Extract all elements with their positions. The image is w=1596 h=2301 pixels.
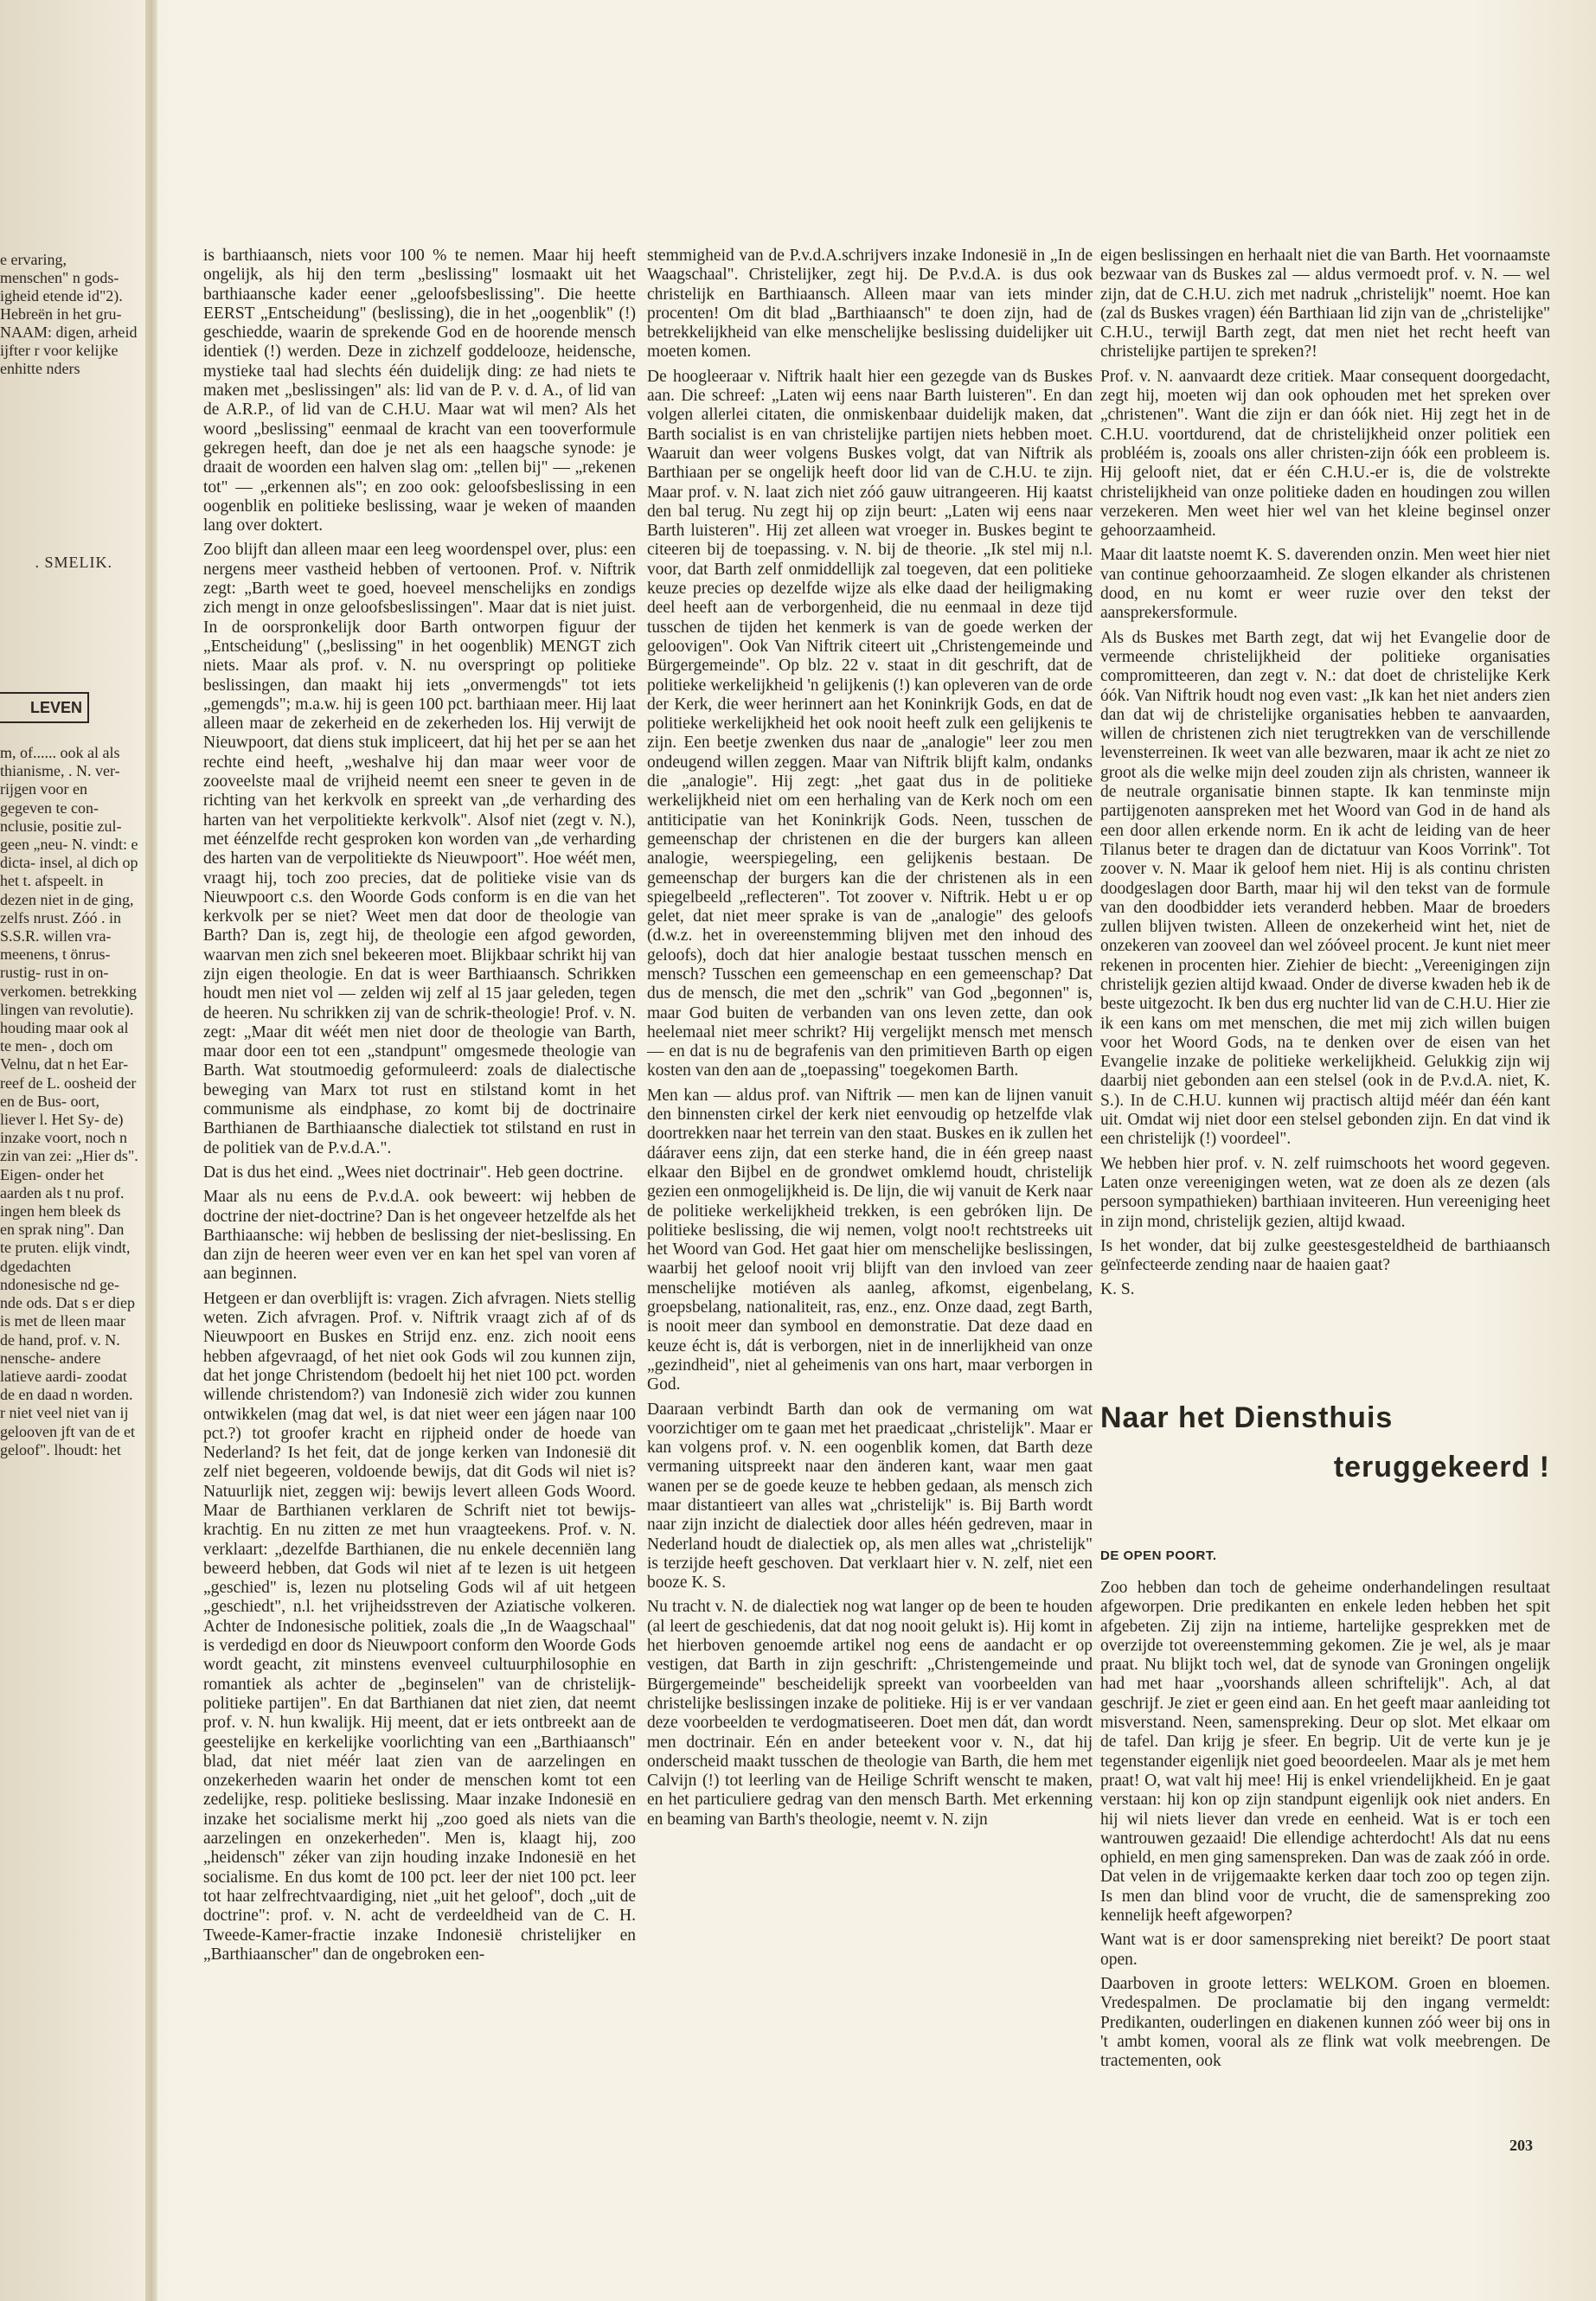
paragraph: Dat is dus het eind. „Wees niet doctrinair". Heb geen doctrine. (203, 1163, 624, 1182)
article-title-line-2: teruggekeerd ! (1333, 1451, 1550, 1484)
author-signature-ks: K. S. (1100, 1280, 1135, 1299)
paragraph: stemmigheid van de P.v.d.A.schrijvers inzake Indonesië in „In de Waagschaal". Christelijker, zegt hij. De P.v.d.A. is dus ook christelijk en Barthiaansch. Alleen maar van iets minder procenten! Om dit blad „Barthiaansch" te doen zijn, had de betrekkelijkheid van elke menschelijke beslissing duidelijker uit moeten komen. (647, 247, 1093, 362)
page-gutter (145, 0, 157, 2301)
paragraph: Maar dit laatste noemt K. S. daverenden onzin. Men weet hier niet van continue gehoorzaamheid. Ze slogen elkander als christenen dood, en nu komt er weer ruzie over den tekst der aansprekersformule. (1100, 546, 1550, 623)
paragraph: Is het wonder, dat bij zulke geestesgesteldheid de barthiaansch geïnfecteerde zending naar de haaien gaat? (1100, 1236, 1550, 1275)
paragraph: Hetgeen er dan overblijft is: vragen. Zich afvragen. Niets stellig weten. Zich afvragen. Prof. v. Niftrik vraagt zich af of ds Nieuwpoort en Buskes en Strijd enz. enz. zich nooit eens hebben afgevraagd, of het niet ook Gods wil zou kunnen zijn, dat het jonge Christendom (bedoelt hij het niet 100 pct. worden willende christendom?) van Indonesië zich wider zou kunnen ontwikkelen (mag dat wel, is dat niet weer een jágen naar 100 pct.?) tot groofer kracht en rijpheid onder de hoede van Nederland? Is het feit, dat de jonge kerken van Indonesië dit zelf niet begeeren, voldoende bewijs, dat dit Gods wil niet is? Natuurlijk niet, zeggen wij: bewijs levert alleen Gods Woord. Maar de Barthianen verklaren de Schrift niet tot bewijs-krachtig. En nu zitten ze met hun vraagteekens. Prof. v. N. verklaart: „dezelfde Barthianen, die nu enkele decenniën lang beweerd hebben, dat Gods wil niet af te lezen is uit hetgeen „geschied" is, lezen nu plotseling Gods wil af uit hetgeen „geschiedt", n.l. het vrijheidsstreven der Aziatische volkeren. Achter de Indonesische politiek, zoals die „In de Waagschaal" is verdedigd en door ds Nieuwpoort conform den Woorde Gods wordt geacht, zit minstens evenveel cultuurphilosophie en romantiek als achter de „beginselen" van de christelijk-politieke partijen". En dat Barthianen dat niet zien, dat neemt prof. v. N. hun kwalijk. Hij meent, dat er iets ontbreekt aan de geestelijke en kerkelijke voorlichting van een „Barthiaansch" blad, dat niet méér laat zien van de aarzelingen en onzekerheden waarin het onder de menschen komt tot een zedelijke, resp. politieke beslissing. Maar inzake Indonesië en inzake het socialisme merkt hij „zoo goed als niets van die aarzelingen en onzekerheden". Men is, klaagt hij, zoo „heidensch" zéker van zijn houding inzake Indonesië en het socialisme. En dus komt de 100 pct. leer der niet 100 pct. leer tot haar zelfrechtvaardiging, niet „uit het geloof", doch „uit de doctrine": prof. v. N. acht de verdeeldheid van de C. H. Tweede-Kamer-fractie inzake Indonesië christelijker en „Barthiaanscher" dan de ongebroken een- (203, 1289, 636, 1964)
paragraph: is barthiaansch, niets voor 100 % te nemen. Maar hij heeft ongelijk, als hij den term „beslissing" losmaakt uit het barthiaansche kader eener „geloofsbeslissing". Die heette EERST „Entscheidung" (beslissing), die in het „oogenblik" (!) geschiedde, waarin de sprekende God en de hoorende mensch identiek (!) werden. Deze in zichzelf goddelooze, heidensche, mystieke taal had slechts één duidelijk ding: ze had niets te maken met „beslissingen" als: lid van de P. v. d. A., of lid van de A.R.P., of lid van de C.H.U. Maar wat wil men? Als het woord „beslissing" eenmaal de kracht van een tooverformule gekregen heeft, dan doe je net als een haagsche synode: je draait de woorden een halven slag om: „tellen bij" — „rekenen tot" — „erkennen als"; en zoo ook: geloofsbeslissing in een oogenblik en politieke beslissing, waar je weken of maanden lang over doktert. (203, 247, 636, 535)
article-body (1100, 1579, 1550, 2132)
page-number: 203 (1509, 2137, 1533, 2154)
paragraph: eigen beslissingen en herhaalt niet die van Barth. Het voornaamste bezwaar van ds Buskes zal — aldus vermoedt prof. v. N. — wel zijn, dat de C.H.U. zich met nadruk „christelijk" noemt. Hoe kan (zal ds Buskes vragen) één Barthiaan lid zijn van de „christelijke" C.H.U., terwijl Barth zegt, dat men niet het recht heeft van christelijke partijen te spreken?! (1100, 247, 1550, 362)
paragraph: Want wat is er door samenspreking niet bereikt? De poort staat open. (1100, 1931, 1550, 1969)
paragraph: Daaraan verbindt Barth dan ook de vermaning om wat voorzichtiger om te gaan met het praedicaat „christelijk". Maar er kan volgens prof. v. N. een oogenblik komen, dat Barth deze vermaning uitspreekt naar den änderen kant, waar men gaat wanen per se de goede keuze te hebben gedaan, als mensch zich maar distantieert van alles wat „christelijk" is. Bij Barth wordt naar zijn inzicht de dialectiek door alles héén gedreven, maar in Nederland houdt de dialectiek op, als men alles wat „christelijk" is terzijde heeft geschoven. Dat verklaart hier v. N. zelf, niet een booze K. S. (647, 1400, 1093, 1593)
article-title-line-1: Naar het Diensthuis (1100, 1401, 1394, 1434)
paragraph: Zoo blijft dan alleen maar een leeg woordenspel over, plus: een nergens meer vastheid hebben of vertoonen. Prof. v. Niftrik zegt: „Barth weet te goed, hoeveel menschelijks en zondigs zich mengt in onze geloofsbeslissingen". Maar dat is niet juist. In de oorspronkelijk door Barth ontworpen figuur der „Entscheidung" („beslissing" in het oogenblik) MENGT zich niets. Maar als prof. v. N. nu overspringt op politieke beslissingen, dan maakt hij iets „onvermengds" tot iets „gemengds"; m.a.w. hij is geen 100 pct. barthiaan meer. Hij laat alleen maar de zekerheid en de zekerheden los. Hij verwijt de Nieuwpoort, dat diens stuk impliceert, dat hij het per se aan het rechte eind heeft, „weshalve hij dan maar weer voor de zooveelste maal de vrijheid neemt een sneer te geven in de richting van het kerkvolk en spreekt van „de verharding des harten van het verpolitiekte kerkvolk". Alsof niet (zegt v. N.), met éénzelfde recht gesproken kon worden van „de verharding des harten van de verpolitiekte ds Nieuwpoort". Hoe wéét men, vraagt hij, toch zoo precies, dat de politieke visie van ds Nieuwpoort c.s. den Woorde Gods conform is en die van het kerkvolk per se niet? Weet men dat door de theologie van Barth? Dan is, zegt hij, de theologie een afgod geworden, waarvan men zich snel bekeeren moet. Blijkbaar schrikt hij van zijn eigen theologie. En dat is weer Barthiaansch. Schrikken houdt men niet vol — zelden wij zelf al 15 jaar geleden, tegen de heeren. Nu schrikken zij van de schrik-theologie! Prof. v. N. zegt: „Maar dit wéét men niet door de theologie van Barth, maar door een tot een „standpunt" omgesmede theologie van Barth. Wat stoutmoedig geformuleerd: zoals de dialectische beweging van Marx tot rust en stilstand komt in het communisme als eindphase, zo komt bij de doctrinaire Barthianen de Barthiaansche dialectiek tot stilstand en rust in de politiek van de P.v.d.A.". (203, 541, 636, 1157)
author-signature-smelik: . SMELIK. (35, 554, 112, 571)
paragraph: Als ds Buskes met Barth zegt, dat wij het Evangelie door de vermeende christelijkheid der politieke organisaties compromitteeren, dan zegt v. N.: dat doet de christelijke Kerk óók. Van Niftrik houdt nog even vast: „Ik kan het niet anders zien dan dat wij de christelijke organisaties hebben te aanvaarden, willen de christenen zich niet terugtrekken van de verschillende levensterreinen. Ik weet van alle bezwaren, maar ik acht ze niet zo groot als die welke mijn deel zouden zijn als christen, wanneer ik de neutrale organisatie binnen stapte. Ik kan tenminste mijn partijgenoten aanspreken met het Woord van God in de hand als een door allen erkende norm. En ik acht de leiding van de heer Tilanus beter te dragen dan de dictatuur van Koos Vorrink". Tot zoover v. N. Maar ik geloof hem niet. Hij is als continu christen doodgeslagen door Barth, maar hij wil den tekst van de formule van den doodbidder iets veranderd hebben. Maar de broeders zullen blijven twisten. Alleen de onzekerheid wint het, niet de onzekeren van zooveel dan wel zóóveel procent. Je kunt niet meer rekenen in procenten hier. Ziehier de biecht: „Vereenigingen zijn christelijk gezien altijd kwaad. Onder de diverse kwaden heb ik de beste uitgezocht. Ik ben dus erg nuchter lid van de C.H.U. Hier zie ik een kans om met menschen, die met mij zich willen buigen voor het Woord Gods, na te denken over de eisen van het Evangelie inzake de politieke werkelijkheid. Gelukkig zijn wij daarbij niet gebonden aan een stelsel (ook in de P.v.d.A. niet, K. S.). In de C.H.U. kunnen wij practisch altijd méér dan één kant uit. Omdat wij niet door een stelsel gebonden zijn. En dat vind ik een christelijk (!) voordeel". (1100, 628, 1550, 1149)
text-column-1 (203, 247, 636, 2150)
left-page-fragment-bottom: m, of...... ook al als thianisme, . N. ver- rijgen voor en gegeven te con- nclusie, positie zul- geen „neu- N. vindt: e dicta- insel, al dich op het t. afspeelt. in dezen niet in de ging, zelfs nrust. Zóó . in S.S.R. willen vra- meenens, t önrus- rustig- rust in on- verkomen. betrekking lingen van revolutie). houding maar ook al te men- , doch om Velnu, dat n het Ear- reef de L. oosheid der en de Bus- oort, liever l. Het Sy- de) inzake voort, noch n zin van zei: „Hier ds". Eigen- onder het aarden als t nu prof. ingen hem bleek ds en sprak ning". Dan te pruten. elijk vindt, dgedachten ndonesische nd ge- nde ods. Dat s er diep is met de lleen maar de hand, prof. v. N. nensche- andere latieve aardi- zoodat de en daad n worden. r niet veel niet van ij gelooven jft van de et geloof". lhoudt: het (0, 744, 138, 1458)
text-column-2 (647, 247, 1093, 2150)
article-kicker: DE OPEN POORT. (1100, 1548, 1217, 1563)
text-column-3 (1100, 247, 1550, 1397)
section-box-leven: LEVEN (0, 692, 89, 723)
paragraph: De hoogleeraar v. Niftrik haalt hier een gezegde van ds Buskes aan. Die schreef: „Laten wij eens naar Barth luisteren". En dan volgen allerlei citaten, die onmiskenbaar duidelijk maken, dat Barth socialist is en van christelijke partijen niets hebben moet. Waaruit dan weer volgens Buskes volgt, dat van Niftrik als Barthiaan per se ongelijk heeft door lid van de C.H.U. te zijn. Maar prof. v. N. laat zich niet zóó gauw uitrangeeren. Hij kaatst den bal terug. Nu zegt hij op zijn beurt: „Laten wij eens naar Barth luisteren". Hij zet alleen wat vroeger in. Buskes begint te citeeren bij de toepassing. v. N. bij de theorie. „Ik stel mij n.l. voor, dat Barth zelf onmiddellijk zal toegeven, dat een politieke keuze precies op dezelfde wijze als elke daad der heiligmaking deel heeft aan de verborgenheid, die nu eenmaal in deze tijd tusschen de tijden het kenmerk is van de goede werken der geloovigen". Ook Van Niftrik citeert uit „Christengemeinde und Bürgergemeinde". Op blz. 22 v. staat in dit geschrift, dat de politieke werkelijkheid 'n gelijkenis (!) kan opleveren van de orde der Kerk, die weer herinnert aan het Koninkrijk Gods, en dat de politieke werkelijkheid het ook nooit heeft zulk een gelijkenis te zijn. Een beetje zwenken dus naar de „analogie" leer zou men ondeugend willen zeggen. Maar van Niftrik blijft kalm, ondanks die „analogie". Hij zegt: „het gaat dus in de politieke werkelijkheid niet om een herhaling van de Kerk noch om een antiticipatie van het Koninkrijk Gods. Neen, tusschen de gemeenschap der christenen en die der burgers kan alleen analogie, weerspiegeling, een gelijkenis bestaan. De gemeenschap der burgers kan die der christenen als in een spiegelbeeld „reflecteren". Tot zoover v. Niftrik. Hebt u er op gelet, dat niet meer sprake is van de „analogie" des geloofs (d.w.z. het in overeenstemming blijven met den inhoud des geloofs), doch dat hier analogie bestaat tusschen mensch en mensch? Tusschen een gemeenschap en een gemeenschap? Dat dus de mensch, die met den „schrik" van God „begonnen" is, maar God buiten de verbanden van ons leven zette, dan ook heelemaal niet meer schrikt? Hij vergelijkt mensch met mensch — en dat is nu de begrafenis van den primitieven Barth op eigen kosten van den aan de „toepassing" toegekomen Barth. (647, 367, 1093, 1080)
paragraph: Maar als nu eens de P.v.d.A. ook beweert: wij hebben de doctrine der niet-doctrine? Dan is het ongeveer hetzelfde als het Barthiaansche: wij hebben de beslissing der niet-beslissing. En dan zijn de heeren weer even ver en kan het spel van voren af aan beginnen. (203, 1188, 636, 1284)
paragraph: Men kan — aldus prof. van Niftrik — men kan de lijnen vanuit den binnensten cirkel der kerk niet eenvoudig op hetzelfde vlak doortrekken naar het terrein van den staat. Buskes en ik zullen het dááraver eens zijn, dat een sterke hand, die in één greep naast elkaar den Bijbel en de grondwet omklemd houdt, christelijk gezien een onmogelijkheid is. De lijn, die wij vanuit de Kerk naar de politieke werkelijkheid trekken, is een gebróken lijn. De politieke beslissing, die wij nemen, volgt noo!t rechtstreeks uit het Woord van God. Het gaat hier om menschelijke beslissingen, waarbij het geloof nooit vrij blijft van den invloed van zeer menschelijke motiéven als aanleg, afkomst, eigenbelang, groepsbelang, nationaliteit, ras, enz., enz. Onze daad, zegt Barth, is nooit meer dan symbool en demonstratie. Dat deze daad en keuze écht is, dát is verborgen, niet in de innerlijkheid van onze „gezindheid", niet al geheimenis van ons hart, maar verborgen in God. (647, 1086, 1093, 1394)
left-page-fragment-top: e ervaring, menschen" n gods- igheid etende id"2). Hebreën in het gru- NAAM: digen, arheid ijfter r voor kelijke enhitte nders (0, 251, 138, 377)
paragraph: Zoo hebben dan toch de geheime onderhandelingen resultaat afgeworpen. Drie predikanten en enkele leden hebben het spit afgebeten. Zij zijn na intieme, hartelijke gesprekken met de overzijde tot overeenstemming gekomen. Zie je wel, als je maar praat. Nu blijkt toch wel, dat de synode van Groningen ongelijk had met haar „voorshands alleen schriftelijk". Ach, al dat geschrijf. Je ziet er geen eind aan. En het geeft maar aanleiding tot misverstand. Neen, samenspreking. Deur op slot. Met elkaar om de tafel. Dan krijg je sfeer. En begrip. Uit de verte kun je je tegenstander eigenlijk niet goed beoordeelen. Maar als je met hem praat! O, wat valt hij mee! Hij is enkel vriendelijkheid. En je gaat verstaan: hij kon op zijn standpunt eigenlijk ook niet anders. En hij wil niets liever dan vrede en eenheid. Wat is er toch een wantrouwen gezaaid! Die ellendige achterdocht! Als dat nu eens ophield, en men ging samenspreken. Dan was de zaak zóó in orde. Dat velen in de vrijgemaakte kerken daar toch zoo op tegen zijn. Is men dan blind voor de vrucht, die de samenspreking zoo kennelijk heeft afgeworpen? (1100, 1579, 1550, 1926)
paragraph: Prof. v. N. aanvaardt deze critiek. Maar consequent doorgedacht, zegt hij, moeten wij dan ook ophouden met het spreken over „christenen". Want die zijn er dan óók niet. Hij zegt het in de C.H.U. voortdurend, dat de christelijkheid onzer politiek een probléém is, zooals ons aller christen-zijn óók een probleem is. Hij gelooft niet, dat er één C.H.U.-er is, die de volstrekte christelijkheid van onze politieke daden en houdingen zou willen verzekeren. Men weet hier wel van het kleine beginsel onzer gehoorzaamheid. (1100, 367, 1550, 541)
paragraph: Nu tracht v. N. de dialectiek nog wat langer op de been te houden (al leert de geschiedenis, dat dat nog nooit gelukt is). Hij komt in het hierboven genoemde artikel nog eens de aandacht er op vestigen, dat Barth in zijn geschrift: „Christengemeinde und Bürgergemeinde" bescheidelijk spreekt van voorbeelden van christelijke beslissingen inzake de politieke. Hij is er ver vandaan deze voorbeelden te verdogmatiseeren. Doet men dát, dan wordt men doctrinair. Eén en ander beteekent voor v. N., dat hij onderscheid maakt tusschen de theologie van Barth, die hem met Calvijn (!) tot leerling van de Heilige Schrift wenscht te maken, en het particuliere gedrag van den mensch Barth. Met erkenning en beaming van Barth's theologie, neemt v. N. zijn (647, 1598, 1093, 1829)
article-heading (1100, 1401, 1550, 1484)
paragraph: We hebben hier prof. v. N. zelf ruimschoots het woord gegeven. Laten onze vereenigingen weten, wat ze doen als ze dezen (als persoon sympathieken) barthiaan inviteeren. Hun vereeniging heet in zijn mond, christelijk gezien, altijd kwaad. (1100, 1154, 1550, 1231)
paragraph: Daarboven in groote letters: WELKOM. Groen en bloemen. Vredespalmen. De proclamatie bij den ingang vermeldt: Predikanten, ouderlingen en diakenen kunnen zóó weer bij ons in 't ambt komen, vooral als ze flink wat volk meebrengen. De tractementen, ook (1100, 1974, 1550, 2071)
